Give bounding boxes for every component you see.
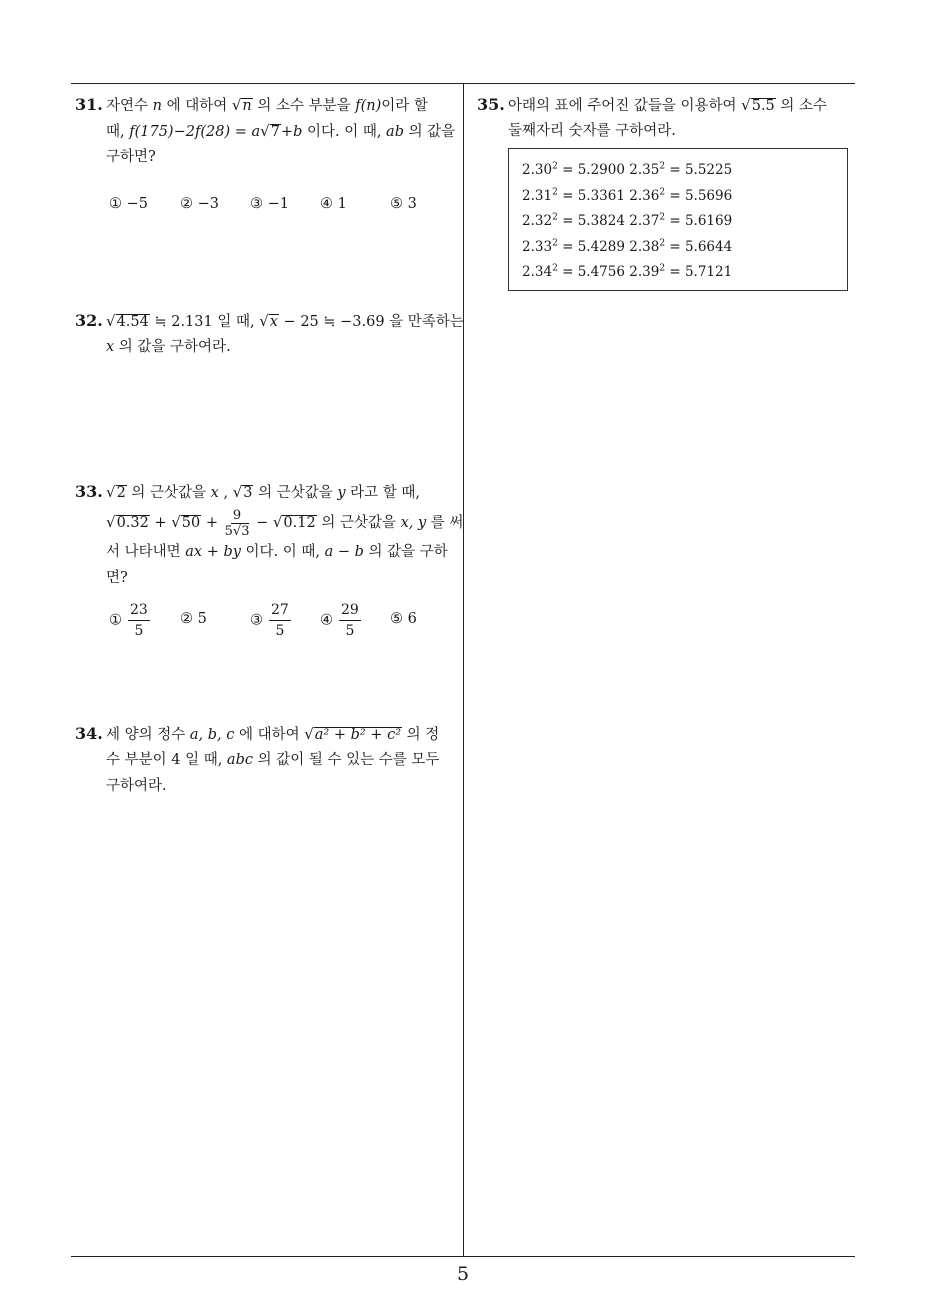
sqrt-n: √n bbox=[231, 96, 252, 114]
question-text: 세 양의 정수 a, b, c 에 대하여 √a² + b² + c² 의 정 수 부분이 4 일 때, abc 의 값이 될 수 있는 수를 모두 구하여라. bbox=[106, 725, 440, 794]
table-row: $2.34^2 = 5.4756$ $2.39^2 = 5.7121$ bbox=[522, 263, 733, 281]
question-text: √4.54 ≒ 2.131 일 때, √x − 25 ≒ −3.69 을 만족하는 x 의 값을 구하여라. bbox=[106, 308, 457, 360]
page-number: 5 bbox=[456, 1263, 470, 1285]
choice-2[interactable]: ② 5 bbox=[180, 611, 207, 627]
choice-4[interactable]: ④ 1 bbox=[320, 196, 347, 212]
choice-1[interactable]: ① −5 bbox=[109, 196, 148, 212]
question-number: 32. bbox=[75, 311, 103, 330]
question-number: 35. bbox=[477, 95, 505, 114]
choice-5[interactable]: ⑤ 6 bbox=[390, 611, 417, 627]
table-row: $2.31^2 = 5.3361$ $2.36^2 = 5.5696$ bbox=[522, 187, 733, 204]
choice-3[interactable]: ③ −1 bbox=[250, 196, 289, 212]
footer-rule bbox=[71, 1256, 855, 1257]
table-row: $2.30^2 = 5.2900$ $2.35^2 = 5.5225$ bbox=[522, 161, 733, 178]
question-number: 31. bbox=[75, 95, 103, 114]
table-row: $2.33^2 = 5.4289$ $2.38^2 = 5.6644$ bbox=[522, 238, 733, 255]
question-text: √2 의 근삿값을 x , √3 의 근삿값을 y 라고 할 때, √0.32 + √50 + $\frac{9}{5√3}$ − √0.12 의 근삿값을 x, y 를 써 서 나타내면 ax + by 이다. 이 때, a − b 의 값을 구하 면? bbox=[106, 483, 464, 586]
question-text: 아래의 표에 주어진 값들을 이용하여 √5.5 의 소수 둘째자리 숫자를 구하여라. bbox=[508, 96, 828, 139]
fraction: $\frac{9}{5√3}$ bbox=[224, 507, 250, 539]
choice-3[interactable]: ③ $\frac{27}{5}$ bbox=[250, 602, 289, 639]
choice-1[interactable]: ① $\frac{23}{5}$ bbox=[109, 602, 148, 639]
choice-5[interactable]: ⑤ 3 bbox=[390, 196, 417, 212]
sqrt-x: √x bbox=[259, 312, 278, 330]
sqrt-4.54: √4.54 bbox=[106, 312, 149, 330]
sqrt-7: √7 bbox=[260, 122, 280, 140]
question-text: 자연수 n 에 대하여 √n 의 소수 부분을 f(n)이라 할 때, f(175)−2f(28) = a√7+b 이다. 이 때, ab 의 값을 구하면? bbox=[106, 92, 457, 170]
question-number: 34. bbox=[75, 724, 103, 743]
choice-4[interactable]: ④ $\frac{29}{5}$ bbox=[320, 602, 359, 639]
value-table bbox=[508, 148, 848, 291]
question-number: 33. bbox=[75, 482, 103, 501]
table-row: $2.32^2 = 5.3824$ $2.37^2 = 5.6169$ bbox=[522, 212, 733, 230]
column-divider bbox=[463, 84, 464, 1256]
choice-2[interactable]: ② −3 bbox=[180, 196, 219, 212]
